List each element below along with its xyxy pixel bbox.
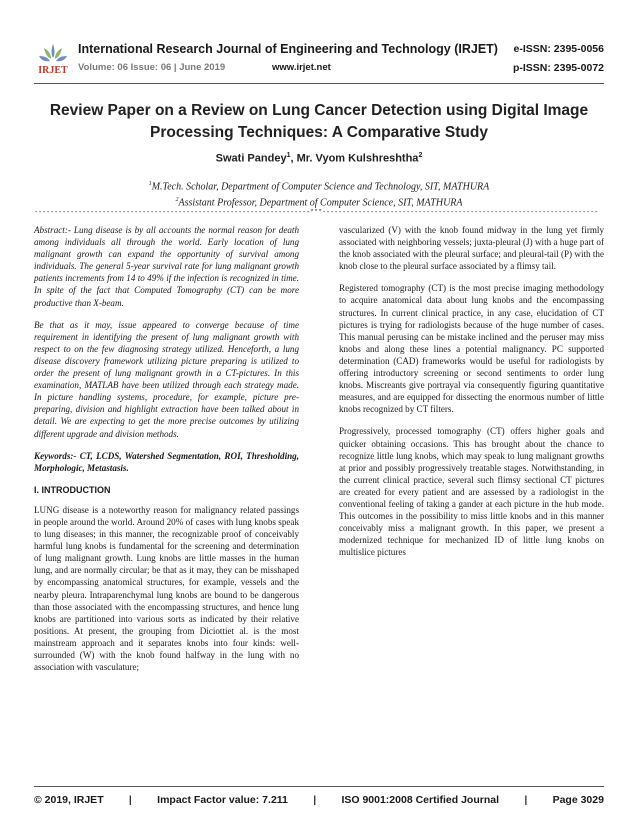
right-paragraph-3: Progressively, processed tomography (CT) offers higher goals and quicker obtaining occasions. This has brought about the chance to recognize little lung knobs, which may speak to lung malignant growths at prior and possibly progressively treatable stages. Notwithstanding, in the current clinical practice, several such flimsy sectional CT pictures are created for every patient and are assessed by a radiologist in the conventional feeling of taking a gander at each picture in the hub mode. This outcomes in the possibility to miss little knobs and in this manner conceivably miss a malignant growth. In this paper, we present a modernized technique for mechanized ID of little lung knobs on multislice pictures [339, 426, 604, 558]
left-column [34, 224, 299, 683]
journal-website: www.irjet.net [272, 62, 331, 73]
author-2: Vyom Kulshreshtha [315, 152, 419, 165]
section-separator: ---------------------------------------------------------------------***--------------------------------------------------------------------- [34, 209, 599, 217]
aff-1-text: M.Tech. Scholar, Department of Computer Science and Technology, SIT, MATHURA [151, 181, 490, 193]
journal-header [34, 40, 604, 80]
right-paragraph-1: vascularized (V) with the knob found midway in the lung yet firmly associated with neighboring vessels; juxta-pleural (J) with a huge part of the knob associated with the pleural surface; and pleural-tail (P) with the knob close to the pleural surface associated by a flimsy tail. [339, 225, 604, 272]
intro-paragraph-1: LUNG disease is a noteworthy reason for malignancy related passings in people around the world. Around 20% of cases with lung knobs speak to lung diseases; in this manner, the recognizable proof of conceivably harmful lung knobs is fundamental for the screening and determination of lung malignant growth. Lung knobs are little masses in the human lung, and are normally circular; be that as it may, they can be misshaped by encompassing anatomical structures, for example, vessels and the nearby pleura. Intraparenchymal lung knobs are bound to be dangerous than those associated with the encompassing structures, and hence lung knobs are partitioned into various sorts as indicated by their relative positions. At present, the grouping from Diciottiet al. is the most mainstream approach and it separates knobs into four kinds: well-surrounded (W) with the knob found halfway in the lung with no association with vasculature; [34, 504, 299, 673]
footer-impact-factor: Impact Factor value: 7.211 [157, 794, 288, 806]
header-divider [34, 83, 604, 84]
author-1-sup: 1 [286, 152, 291, 159]
footer-iso: ISO 9001:2008 Certified Journal [341, 794, 500, 806]
footer-page-number: Page 3029 [552, 794, 604, 806]
volume-issue: Volume: 06 Issue: 06 | June 2019 [78, 62, 226, 73]
irjet-logo-icon [34, 40, 72, 78]
journal-title: International Research Journal of Engineering and Technology (IRJET) [78, 42, 498, 56]
aff-1-sup: 1 [148, 181, 152, 187]
section-heading-introduction: I. INTRODUCTION [34, 484, 111, 495]
paper-title [30, 100, 608, 144]
author-1: Swati Pandey [215, 152, 287, 165]
footer-copyright: © 2019, IRJET [34, 794, 104, 806]
authors [30, 152, 608, 165]
abstract-paragraph-2: Be that as it may, issue appeared to converge because of time requirement in identifying the present of lung malignant growth with respect to on the few diagnosing strategy utilized. Henceforth, a lung disease discovery framework utilizing picture preparing is utilized to order the present of lung malignant growth in a CT-pictures. In this examination, MATLAB have been utilized through each strategy made. In picture handling systems, procedure, for example, picture pre-preparing, division and highlight extraction have been talked about in detail. We are expecting to get the more precise outcomes by utilizing different upgrade and division methods. [34, 319, 299, 439]
footer-separator: | [128, 794, 132, 806]
svg-text:IRJET: IRJET [38, 65, 68, 76]
right-paragraph-2: Registered tomography (CT) is the most precise imaging methodology to acquire anatomical data about lung knobs and the encompassing structures. In current clinical practice, in any case, elucidation of CT pictures is trying for radiologists because of the huge number of cases. This manual perusing can be mistake inclined and the peruser may miss knobs and along these lines a potential malignancy. PC supported determination (CAD) frameworks would be useful for radiologists by offering introductory screening or second sentiments to order lung knobs. Miscreants give portrayal via consequently figuring quantitative measures, and are equipped for dissecting the enormous number of little knobs recognized by CT filters. [339, 283, 604, 415]
aff-2-sup: 2 [175, 197, 179, 203]
footer-separator: | [313, 794, 317, 806]
e-issn: e-ISSN: 2395-0056 [513, 43, 604, 55]
p-issn: p-ISSN: 2395-0072 [512, 62, 604, 74]
footer-divider [34, 786, 604, 787]
page-footer [34, 794, 604, 806]
aff-2-text: Assistant Professor, Department of Computer Science, SIT, MATHURA [178, 197, 463, 209]
abstract-paragraph-1: Abstract:- Lung disease is by all accounts the normal reason for death among individuals all through the world. Early location of lung malignant growth can expand the opportunity of survival among individuals. The general 5-year survival rate for lung malignant growth patients increments from 14 to 49% if the infection is recognized in time. In spite of the fact that Computed Tomography (CT) can be more productive than X-beam. [34, 225, 299, 308]
author-2-sup: 2 [418, 152, 423, 159]
keywords: Keywords:- CT, LCDS, Watershed Segmentation, ROI, Thresholding, Morphologic, Metastasis. [34, 450, 299, 473]
footer-separator: | [524, 794, 528, 806]
affiliation-2 [30, 197, 608, 208]
right-column [339, 224, 604, 568]
title-line-2: Processing Techniques: A Comparative Study [150, 124, 488, 141]
author-separator: , Mr. [290, 152, 316, 165]
affiliation-1 [30, 181, 608, 192]
title-line-1: Review Paper on a Review on Lung Cancer Detection using Digital Image [49, 102, 589, 119]
